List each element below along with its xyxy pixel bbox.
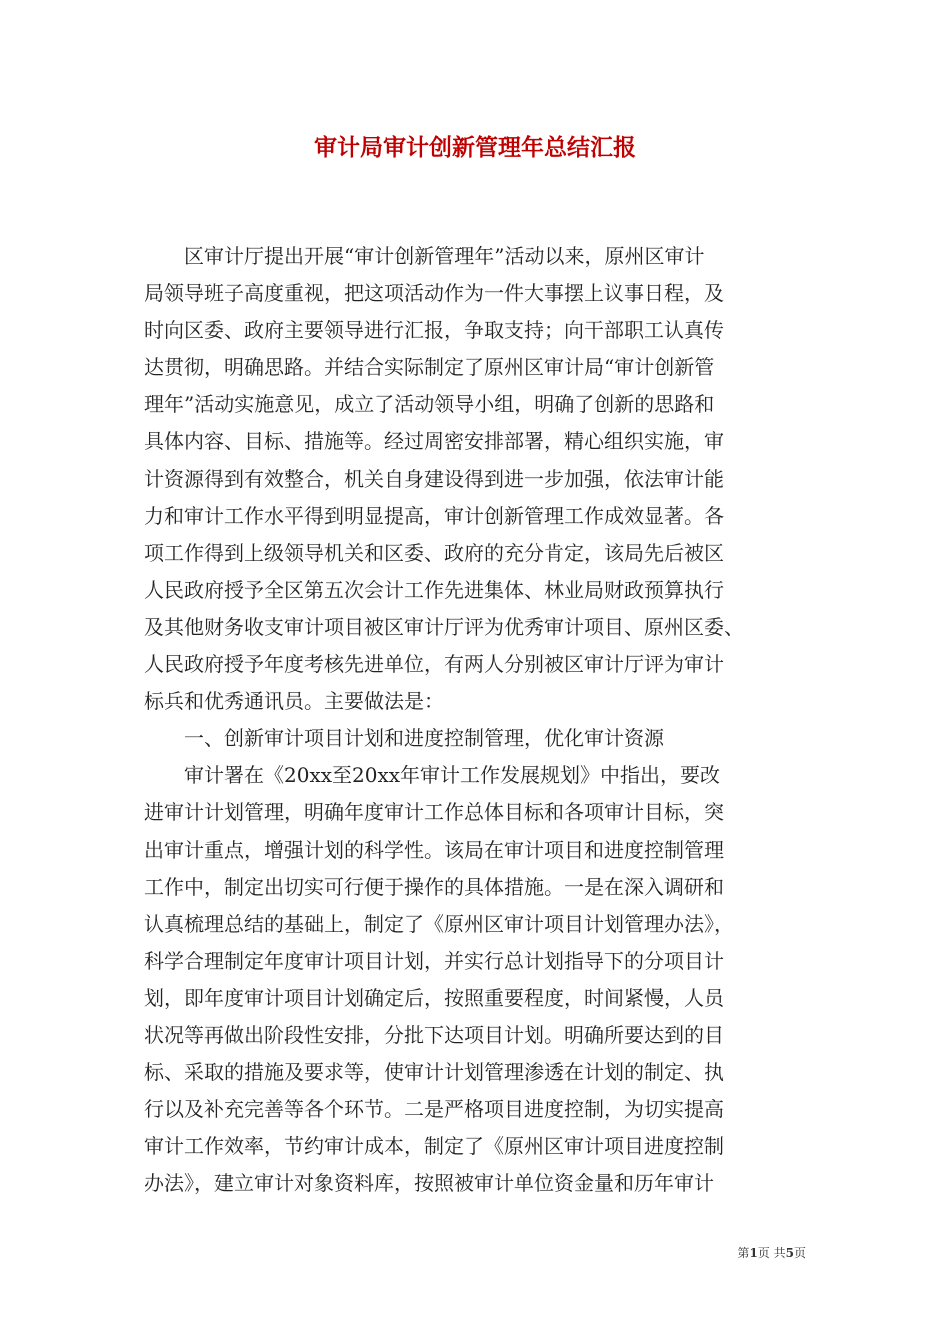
text-line: 局领导班子高度重视，把这项活动作为一件大事摆上议事日程，及: [144, 281, 724, 306]
total-pages-number: 5: [785, 1246, 794, 1260]
document-body: [144, 238, 820, 1202]
text-line: 力和审计工作水平得到明显提高，审计创新管理工作成效显著。各: [144, 503, 724, 528]
text-line: 认真梳理总结的基础上，制定了《原州区审计项目计划管理办法》，: [144, 911, 734, 936]
text-line: 标兵和优秀通讯员。主要做法是：: [144, 689, 444, 714]
text-line: 人民政府授予年度考核先进单位，有两人分别被区审计厅评为审计: [144, 652, 724, 677]
text-line: 理年”活动实施意见，成立了活动领导小组，明确了创新的思路和: [144, 392, 715, 417]
text-line: 时向区委、政府主要领导进行汇报，争取支持；向干部职工认真传: [144, 318, 724, 343]
text-line: 出审计重点，增强计划的科学性。该局在审计项目和进度控制管理: [144, 837, 724, 862]
document-title: 审计局审计创新管理年总结汇报: [314, 134, 636, 161]
text-line: 行以及补充完善等各个环节。二是严格项目进度控制，为切实提高: [144, 1097, 724, 1122]
text-line: 及其他财务收支审计项目被区审计厅评为优秀审计项目、原州区委、: [144, 614, 744, 639]
text-line: 项工作得到上级领导机关和区委、政府的充分肯定，该局先后被区: [144, 540, 724, 565]
text-line: 进审计计划管理，明确年度审计工作总体目标和各项审计目标，突: [144, 800, 724, 825]
footer-prefix: 第: [737, 1246, 750, 1260]
text-line: 办法》，建立审计对象资料库，按照被审计单位资金量和历年审计: [144, 1171, 714, 1196]
footer-middle: 页 共: [757, 1246, 786, 1260]
text-line: 具体内容、目标、措施等。经过周密安排部署，精心组织实施，审: [144, 429, 724, 454]
text-line: 审计署在《20xx至20xx年审计工作发展规划》中指出，要改: [144, 763, 721, 788]
footer-suffix: 页: [793, 1246, 806, 1260]
text-line: 状况等再做出阶段性安排，分批下达项目计划。明确所要达到的目: [144, 1022, 724, 1047]
text-line: 审计工作效率，节约审计成本，制定了《原州区审计项目进度控制: [144, 1134, 724, 1159]
text-line: 标、采取的措施及要求等，使审计计划管理渗透在计划的制定、执: [144, 1060, 724, 1085]
page-number-footer: [640, 1244, 806, 1261]
text-line: 工作中，制定出切实可行便于操作的具体措施。一是在深入调研和: [144, 874, 724, 899]
text-line: 计资源得到有效整合，机关自身建设得到进一步加强，依法审计能: [144, 466, 724, 491]
current-page-number: 1: [749, 1246, 758, 1260]
text-line: 区审计厅提出开展“审计创新管理年”活动以来，原州区审计: [144, 244, 705, 268]
text-line: 达贯彻，明确思路。并结合实际制定了原州区审计局“审计创新管: [144, 355, 715, 380]
text-line: 划，即年度审计项目计划确定后，按照重要程度，时间紧慢，人员: [144, 985, 724, 1010]
section-heading: 一、创新审计项目计划和进度控制管理，优化审计资源: [144, 726, 664, 751]
text-line: 人民政府授予全区第五次会计工作先进集体、林业局财政预算执行: [144, 577, 724, 602]
text-line: 科学合理制定年度审计项目计划，并实行总计划指导下的分项目计: [144, 948, 724, 973]
